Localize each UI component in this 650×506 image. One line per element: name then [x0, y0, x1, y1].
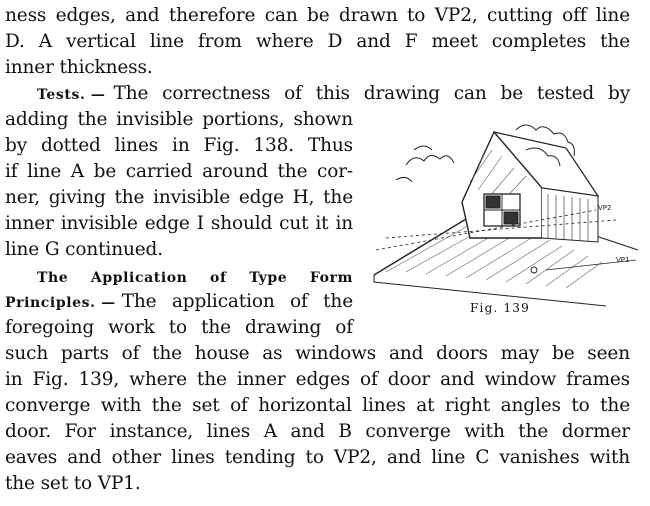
text-line-18: the set to VP1. [5, 473, 141, 494]
tree-scribble [396, 146, 454, 182]
figure-caption: Fig. 139 [470, 301, 530, 315]
text-line-12: foregoing work to the drawing of [5, 317, 353, 338]
text-line-5: adding the invisible portions, shown [5, 109, 353, 130]
tree-scribble-right [516, 125, 574, 166]
text-line-10: line G continued. [5, 239, 163, 260]
roof-ornament [531, 267, 537, 273]
text-line-13: such parts of the house as windows and doors may be seen [5, 343, 630, 364]
application-paragraph-start [5, 289, 353, 316]
text-line-3: inner thickness. [5, 57, 153, 78]
text-line-16: door. For instance, lines A and B converge with the dormer [5, 421, 630, 442]
label-vp1: VP1 [616, 256, 630, 264]
text-line-14: in Fig. 139, where the inner edges of door and window frames [5, 369, 630, 390]
tests-paragraph-start [5, 81, 630, 108]
application-heading-1: The Application of Type Form [37, 270, 353, 286]
label-vp2: VP2 [598, 204, 612, 212]
application-heading-2: Principles. — [5, 295, 116, 311]
text-line-6: by dotted lines in Fig. 138. Thus [5, 135, 353, 156]
text-line-9: inner invisible edge I should cut it in [5, 213, 353, 234]
text-line-1: ness edges, and therefore can be drawn to VP2, cutting off line [5, 5, 630, 26]
dormer-illustration [366, 110, 640, 310]
text-line-17: eaves and other lines tending to VP2, and line C vanishes with [5, 447, 630, 468]
text-line-11: The application of the [121, 291, 353, 312]
text-line-4: The correctness of this drawing can be tested by [113, 83, 630, 104]
text-line-8: ner, giving the invisible edge H, the [5, 187, 353, 208]
text-line-15: converge with the set of horizontal lines at right angles to the [5, 395, 630, 416]
tests-heading: Tests. — [37, 87, 106, 103]
text-line-7: if line A be carried around the cor- [5, 161, 353, 182]
text-line-2: D. A vertical line from where D and F meet completes the [5, 31, 630, 52]
